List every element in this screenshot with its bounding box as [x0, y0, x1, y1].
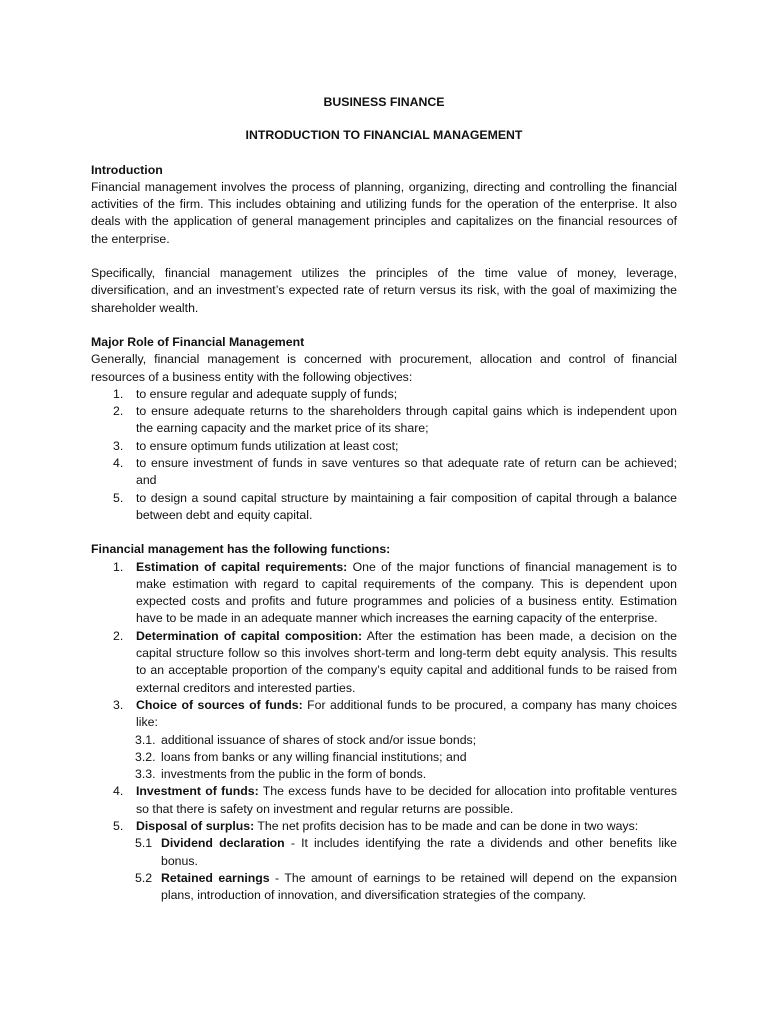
function-term: Investment of funds: [136, 784, 259, 799]
list-number: 2. [113, 628, 124, 643]
functions-list [91, 559, 677, 905]
sub-list-item [91, 835, 677, 870]
list-text: to ensure adequate returns to the shareholders through capital gains which is independent upon the earning capacity and the market price of its share; [136, 404, 677, 436]
list-number: 2. [113, 404, 124, 419]
sub-list-number: 5.2 [135, 870, 153, 885]
major-role-heading: Major Role of Financial Management [91, 334, 305, 349]
list-item [91, 490, 677, 525]
major-role-lead: Generally, financial management is concerned with procurement, allocation and control of financial resources of a business entity with the following objectives: [91, 352, 677, 384]
list-text: The net profits decision has to be made and can be done in two ways: [254, 818, 639, 833]
list-number: 3. [113, 438, 124, 453]
list-text: After the estimation has been made, a decision on the capital structure follow so this involves short-term and long-term debt equity analysis. This results to an acceptable proportion of the company’s equity capital and additional funds to be raised from external creditors and interested parties. [136, 628, 677, 695]
list-number: 4. [113, 456, 124, 471]
sub-list-number: 3.1. [135, 732, 156, 747]
list-number: 1. [113, 559, 124, 574]
sub-list-text: investments from the public in the form of bonds. [161, 767, 427, 782]
function-term: Disposal of surplus: [136, 818, 255, 833]
list-item [91, 628, 677, 697]
introduction-section [91, 162, 677, 317]
sub-list-number: 5.1 [135, 836, 153, 851]
list-number: 4. [113, 784, 124, 799]
sub-list-text: - It includes identifying the rate a dividends and other benefits like bonus. [161, 836, 678, 868]
functions-section [91, 541, 677, 904]
introduction-paragraph-2: Specifically, financial management utilizes the principles of the time value of money, leverage, diversification, and an investment’s expected rate of return versus its risk, with the goal of maximizing the shareholder wealth. [91, 266, 677, 315]
list-text: The excess funds have to be decided for allocation into profitable ventures so that there is safety on investment and regular returns are possible. [136, 784, 678, 816]
list-item [91, 697, 677, 732]
introduction-paragraph-1: Financial management involves the process of planning, organizing, directing and controlling the financial activities of the firm. This includes obtaining and utilizing funds for the operation of the enterprise. It also deals with the application of general management principles and capitalizes on the financial resources of the enterprise. [91, 179, 677, 246]
list-number: 1. [113, 386, 124, 401]
list-text: to ensure investment of funds in save ventures so that adequate rate of return can be achieved; and [136, 456, 677, 488]
list-item [91, 783, 677, 818]
list-item [91, 386, 677, 403]
list-number: 5. [113, 490, 124, 505]
introduction-heading: Introduction [91, 162, 163, 177]
document-title: BUSINESS FINANCE [323, 95, 445, 109]
list-item [91, 818, 677, 835]
function-term: Determination of capital composition: [136, 628, 363, 643]
list-item [91, 559, 677, 628]
sub-list-number: 3.3. [135, 767, 156, 782]
document-subtitle: INTRODUCTION TO FINANCIAL MANAGEMENT [245, 128, 523, 143]
sub-list-item [91, 749, 677, 766]
sub-list-text: loans from banks or any willing financial institutions; and [161, 749, 467, 764]
sub-list-text: additional issuance of shares of stock and/or issue bonds; [161, 732, 477, 747]
list-text: One of the major functions of financial management is to make estimation with regard to capital requirements of the company. This is dependent upon expected costs and profits and future programmes and policies of a business entity. Estimation have to be made in an adequate manner which increases the earning capacity of the enterprise. [136, 559, 677, 626]
document-page [91, 88, 677, 904]
function-term: Estimation of capital requirements: [136, 559, 348, 574]
sub-list-number: 3.2. [135, 749, 156, 764]
sub-list-item [91, 870, 677, 905]
list-text: to ensure regular and adequate supply of funds; [136, 386, 398, 401]
list-number: 3. [113, 697, 124, 712]
objectives-list [91, 386, 677, 524]
sub-list-term: Dividend declaration [161, 836, 285, 851]
list-text: to design a sound capital structure by maintaining a fair composition of capital through a balance between debt and equity capital. [136, 490, 677, 522]
list-item [91, 403, 677, 438]
list-item [91, 455, 677, 490]
sub-list-item [91, 766, 677, 783]
sub-list-term: Retained earnings [161, 870, 270, 885]
sub-list-item [91, 732, 677, 749]
list-number: 5. [113, 818, 124, 833]
list-item [91, 438, 677, 455]
functions-heading: Financial management has the following functions: [91, 542, 391, 557]
sub-list-text: - The amount of earnings to be retained will depend on the expansion plans, introduction of innovation, and diversification strategies of the company. [161, 870, 678, 903]
function-term: Choice of sources of funds: [136, 697, 303, 712]
major-role-section [91, 334, 677, 524]
list-text: For additional funds to be procured, a company has many choices like: [136, 697, 677, 730]
list-text: to ensure optimum funds utilization at least cost; [136, 438, 399, 453]
